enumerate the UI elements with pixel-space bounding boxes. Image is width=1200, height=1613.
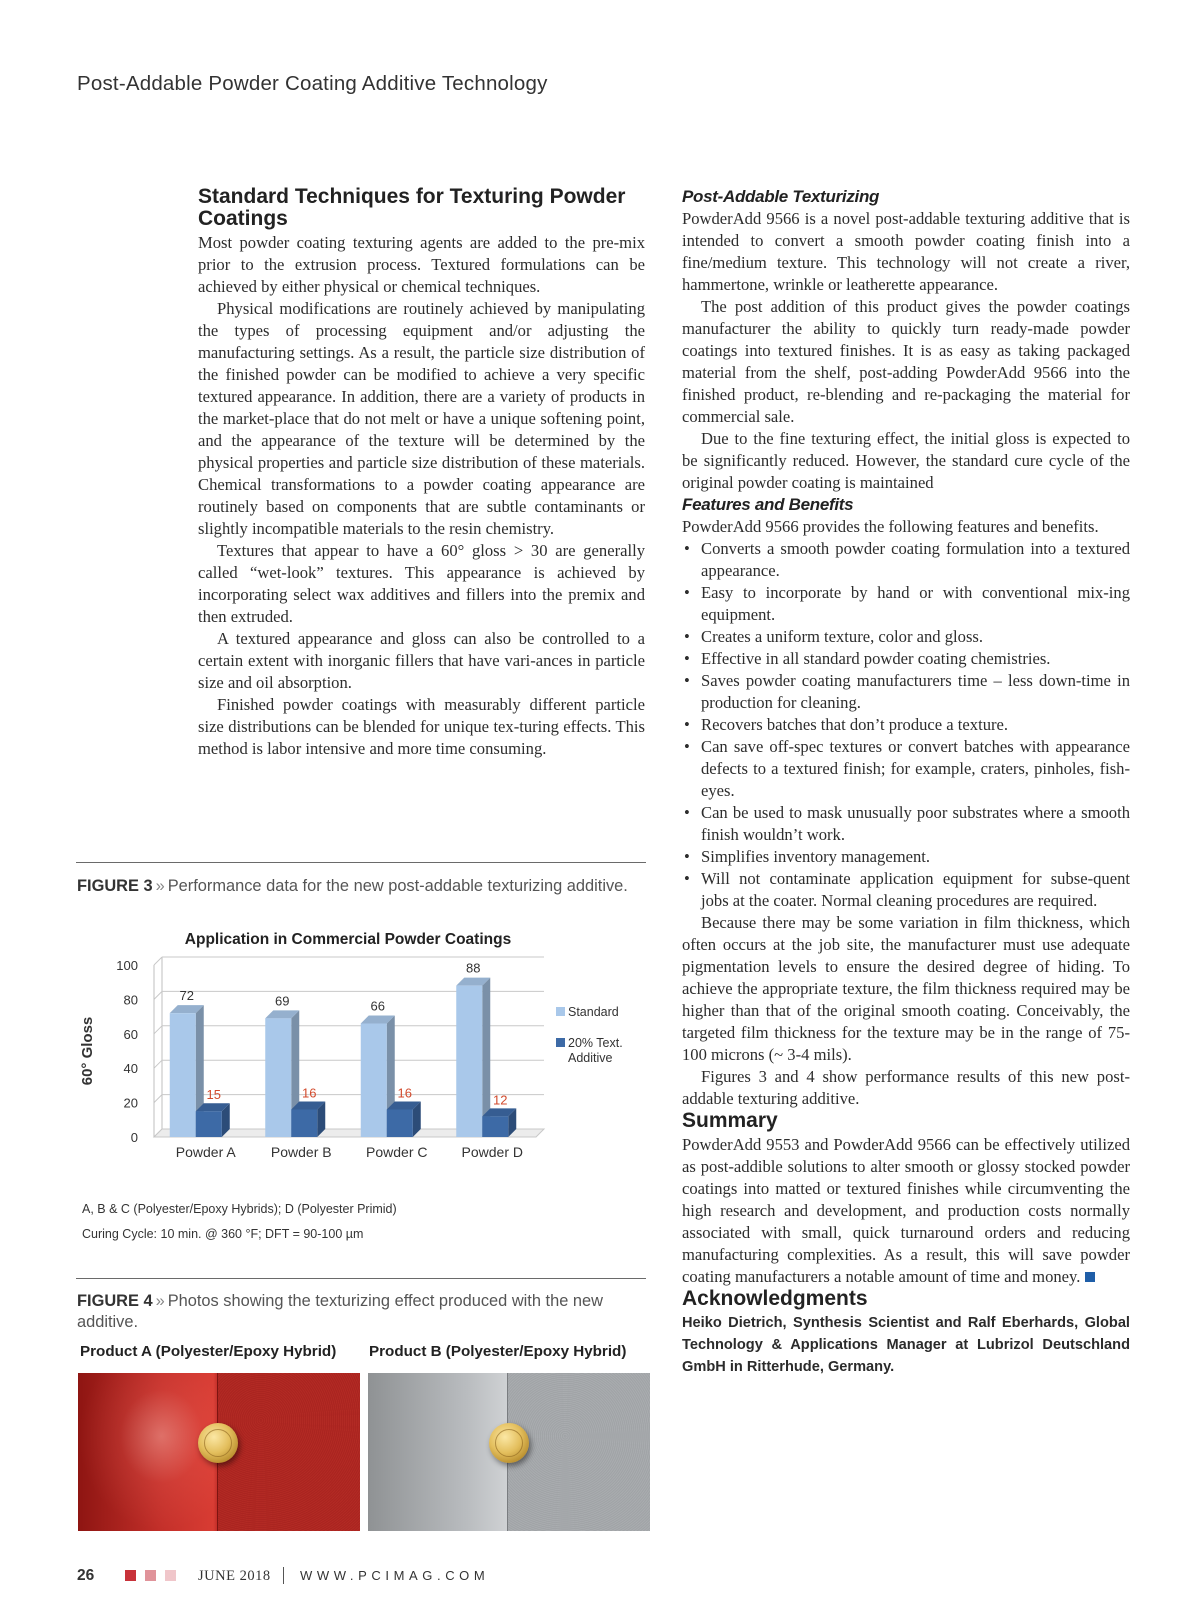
y-axis-label: 60° Gloss <box>79 1016 96 1086</box>
gridline-diagonal <box>154 1026 162 1034</box>
x-tick-label: Powder B <box>270 1144 332 1160</box>
data-label: 88 <box>466 960 481 976</box>
y-tick-label: 0 <box>130 1130 138 1145</box>
data-label: 15 <box>206 1087 221 1103</box>
data-label: 12 <box>493 1092 508 1108</box>
bar-20-text-additive <box>291 1109 317 1137</box>
photo-product-a-red-panel <box>78 1373 360 1531</box>
footer-square-icon <box>145 1570 156 1581</box>
bar-20-text-additive <box>482 1116 508 1137</box>
gloss-bar-chart <box>76 924 646 1194</box>
bar-standard <box>361 1023 387 1137</box>
coin-icon <box>198 1423 238 1463</box>
section-heading-standard-techniques: Standard Techniques for Texturing Powder Coatings <box>198 185 626 230</box>
chart-title: Application in Commercial Powder Coatings <box>184 931 512 948</box>
bar-standard <box>456 986 482 1137</box>
legend-swatch <box>556 1038 565 1047</box>
gridline-diagonal <box>154 991 162 999</box>
list-item: • Creates a uniform texture, color and gloss. <box>682 626 1130 648</box>
textured-half <box>507 1373 650 1531</box>
figure3-caption-text: Performance data for the new post-addable texturizing additive. <box>167 877 628 895</box>
smooth-half <box>78 1373 217 1531</box>
photo-b-caption: Product B (Polyester/Epoxy Hybrid) <box>369 1343 627 1360</box>
figure4-caption-text: Photos showing the texturizing effect produced with the new additive. <box>77 1292 603 1331</box>
features-list <box>682 538 1130 912</box>
left-paragraph-2: Physical modifications are routinely achieved by manipulating the types of processing equipment and/or adjusting the manufacturing settings. As a result, the particle size distribution of the finished powder can be modified to achieve a very specific textured appearance. In addition, there are a variety of products in the market-place that do not melt or have a unique softening point, and the appearance of the texture will be determined by the physical properties and particle size distribution of these materials. Chemical transformations to a powder coating appearance are routinely based on components that are subtle contaminants or slightly incompatible materials to the resin chemistry. <box>198 299 645 538</box>
x-tick-label: Powder D <box>461 1144 523 1160</box>
list-item: • Can save off-spec textures or convert batches with appearance defects to a textured finish; for example, craters, pinholes, fish-eyes. <box>682 736 1130 802</box>
figure3-label: FIGURE 3 <box>77 877 153 895</box>
footer-square-icon <box>125 1570 136 1581</box>
photo-product-b-grey-panel <box>368 1373 650 1531</box>
y-tick-label: 60 <box>123 1026 138 1042</box>
summary-paragraph <box>682 1134 1130 1288</box>
gridline-diagonal <box>154 1060 162 1068</box>
website-link[interactable]: WWW.PCIMAG.COM <box>300 1568 490 1583</box>
y-tick-label: 80 <box>123 992 138 1008</box>
photo-a-caption: Product A (Polyester/Epoxy Hybrid) <box>80 1343 337 1360</box>
chevron-icon: » <box>155 877 165 895</box>
figure3-note-curing: Curing Cycle: 10 min. @ 360 °F; DFT = 90-100 µm <box>82 1227 364 1241</box>
list-item: • Converts a smooth powder coating formulation into a textured appearance. <box>682 538 1130 582</box>
y-tick-label: 20 <box>123 1095 138 1111</box>
data-label: 16 <box>302 1085 317 1101</box>
footer-square-icon <box>165 1570 176 1581</box>
textured-half <box>217 1373 360 1531</box>
right-paragraph-3: Due to the fine texturing effect, the initial gloss is expected to be significantly reduced. However, the standard cure cycle of the original powder coating is maintained <box>682 429 1130 492</box>
coin-icon <box>489 1423 529 1463</box>
subheading-post-addable-texturizing: Post-Addable Texturizing <box>682 187 880 206</box>
bar-standard <box>170 1013 196 1137</box>
data-label: 69 <box>275 993 290 1009</box>
left-paragraph-3: Textures that appear to have a 60° gloss > 30 are generally called “wet-look” textures. This appearance is achieved by incorporating select wax additives and fillers into the premix and then extruded. <box>198 541 645 626</box>
gridline-diagonal <box>154 957 162 965</box>
figure4-label: FIGURE 4 <box>77 1292 153 1310</box>
features-intro: PowderAdd 9566 provides the following features and benefits. <box>682 517 1099 536</box>
list-item: • Simplifies inventory management. <box>682 846 1130 868</box>
section-heading-summary: Summary <box>682 1109 778 1132</box>
list-item: • Easy to incorporate by hand or with conventional mix-ing equipment. <box>682 582 1130 626</box>
data-label: 16 <box>397 1085 412 1101</box>
figures-reference-paragraph: Figures 3 and 4 show performance results of this new post-addable texturing additive. <box>682 1067 1130 1108</box>
figure4-caption <box>77 1291 637 1333</box>
legend-label: 20% Text. <box>568 1036 623 1050</box>
figure3-caption <box>77 876 637 897</box>
left-column <box>198 186 645 760</box>
y-tick-label: 100 <box>116 958 138 973</box>
bar-standard <box>265 1018 291 1137</box>
legend-label: Standard <box>568 1005 619 1019</box>
bar-20-text-additive <box>387 1109 413 1137</box>
chart-wall <box>154 957 162 1137</box>
x-tick-label: Powder C <box>366 1144 428 1160</box>
data-label: 66 <box>370 998 385 1014</box>
chevron-icon: » <box>155 1292 165 1310</box>
summary-text: PowderAdd 9553 and PowderAdd 9566 can be effectively utilized as post-addible solutions to alter smooth or glossy stocked powder coatings into matted or textured finishes while circumventing the high research and development, and production costs normally associated with small, quick turnaround orders and reducing manufacturing complexities. As a result, this will save powder coating manufacturers a notable amount of time and money. <box>682 1135 1130 1286</box>
running-title: Post-Addable Powder Coating Additive Technology <box>77 72 548 95</box>
right-paragraph-2: The post addition of this product gives the powder coatings manufacturer the ability to quickly turn ready-made powder coatings into textured finishes. It is as easy as taking packaged material from the shelf, post-adding PowderAdd 9566 into the finished product, re-blending and re-packaging the material for commercial sale. <box>682 297 1130 426</box>
film-thickness-paragraph: Because there may be some variation in film thickness, which often occurs at the job site, the manufacturer must use adequate pigmentation levels to ensure the desired degree of hiding. To achieve the appropriate texture, the film thickness required may be higher than that of the original smooth coating. Conceivably, the targeted film thickness for the texture may be in the range of 75-100 microns (~ 3-4 mils). <box>682 913 1130 1064</box>
x-tick-label: Powder A <box>175 1144 236 1160</box>
left-paragraph-4: A textured appearance and gloss can also be controlled to a certain extent with inorganic fillers that have vari-ances in particle size and oil absorption. <box>198 629 645 692</box>
list-item: • Can be used to mask unusually poor substrates where a smooth finish wouldn’t work. <box>682 802 1130 846</box>
y-tick-label: 40 <box>123 1061 138 1077</box>
figure3-note-resins: A, B & C (Polyester/Epoxy Hybrids); D (Polyester Primid) <box>82 1202 397 1216</box>
footer-divider <box>283 1567 284 1584</box>
page-number: 26 <box>77 1567 95 1584</box>
right-column <box>682 186 1130 1378</box>
list-item: • Saves powder coating manufacturers time – less down-time in production for cleaning. <box>682 670 1130 714</box>
gridline-diagonal <box>154 1095 162 1103</box>
bar-20-text-additive <box>196 1111 222 1137</box>
acknowledgments-text: Heiko Dietrich, Synthesis Scientist and Ralf Eberhards, Global Technology & Applications Manager at Lubrizol Deutschland GmbH in Ritterhude, Germany. <box>682 1315 1130 1375</box>
figure4-rule <box>76 1278 646 1279</box>
right-paragraph-1: PowderAdd 9566 is a novel post-addable texturing additive that is intended to convert a smooth powder coating finish into a fine/medium texture. This technology will not create a river, hammertone, wrinkle or leatherette appearance. <box>682 209 1130 294</box>
left-paragraph-5: Finished powder coatings with measurably different particle size distributions can be blended for unique tex-turing effects. This method is labor intensive and more time consuming. <box>198 695 645 758</box>
end-mark-icon <box>1085 1272 1095 1282</box>
legend-swatch <box>556 1007 565 1016</box>
subheading-features-benefits: Features and Benefits <box>682 495 854 514</box>
list-item: • Will not contaminate application equipment for subse-quent jobs at the coater. Normal cleaning procedures are required. <box>682 868 1130 912</box>
issue-date: JUNE 2018 <box>198 1568 271 1584</box>
left-paragraph-1: Most powder coating texturing agents are added to the pre-mix prior to the extrusion process. Textured formulations can be achieved by either physical or chemical techniques. <box>198 233 645 296</box>
legend-label: Additive <box>568 1051 613 1065</box>
data-label: 72 <box>179 988 194 1004</box>
list-item: • Effective in all standard powder coating chemistries. <box>682 648 1130 670</box>
figure3-rule <box>76 862 646 863</box>
list-item: • Recovers batches that don’t produce a texture. <box>682 714 1130 736</box>
section-heading-acknowledgments: Acknowledgments <box>682 1287 868 1310</box>
